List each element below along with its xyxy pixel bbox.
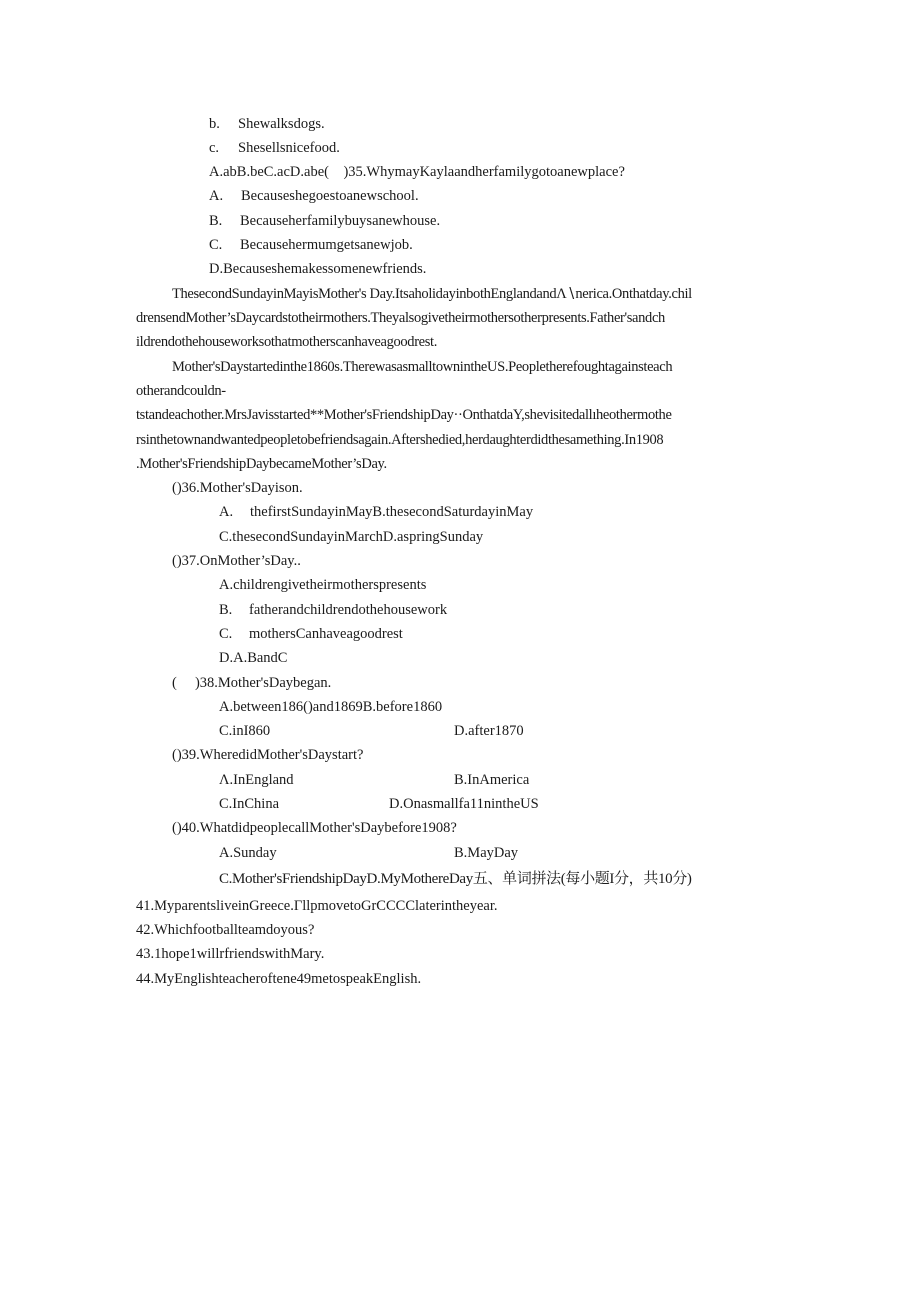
q37-option-d: D.A.BandC [219,650,288,666]
q35-option-a: A. Becauseshegoestoanewschool. [209,188,419,204]
q40-options-cd-section-heading: C.Mother'sFriendshipDayD.MyMothereDay五、单词拼法(每小题I分，共10分) [219,871,692,887]
spelling-q41: 41.MyparentsliveinGreece.ΓllpmovetoGrCCCClaterintheyear. [136,898,498,914]
q36-stem: ()36.Mother'sDayison. [172,480,303,496]
spelling-q42: 42.Whichfootballteamdoyous? [136,922,315,938]
q39-option-a: Λ.InEngland [219,772,294,788]
q36-options-ab: A. thefirstSundayinMayB.thesecondSaturdayinMay [219,504,534,520]
q40-stem: ()40.WhatdidpeoplecallMother'sDaybefore1908? [172,820,457,836]
q37-stem: ()37.OnMother’sDay.. [172,553,301,569]
q34-option-c: c. Shesellsnicefood. [209,140,340,156]
q39-option-d: D.Onasmallfa11nintheUS [389,796,539,812]
q35-option-c: C. Becausehermumgetsanewjob. [209,237,413,253]
passage-p2-line3: tstandeachother.MrsJavisstarted**Mother'sFriendshipDay··OnthatdaY,shevisitedallıheothermothe [136,407,672,423]
passage-p2-line5: .Mother'sFriendshipDaybecameMother’sDay. [136,456,387,472]
spelling-q43: 43.1hope1willrfriendswithMary. [136,946,325,962]
q40-option-a: A.Sunday [219,845,277,861]
q34-option-b: b. Shewalksdogs. [209,116,325,132]
q39-option-c: C.InChina [219,796,280,812]
q40-option-b: B.MayDay [454,845,519,861]
q38-stem: ( )38.Mother'sDaybegan. [172,675,332,691]
q37-option-b: B. fatherandchildrendothehousework [219,602,448,618]
q37-option-a: A.childrengivetheirmotherspresents [219,577,427,593]
q36-options-cd: C.thesecondSundayinMarchD.aspringSunday [219,529,484,545]
q35-option-b: B. Becauseherfamilybuysanewhouse. [209,213,441,229]
spelling-q44: 44.MyEnglishteacheroftene49metospeakEnglish. [136,971,422,987]
passage-p2-line1: Mother'sDaystartedinthe1860s.TherewasasmalltownintheUS.Peopletherefoughtagainsteach [172,359,673,375]
passage-p1-line1: ThesecondSundayinMayisMother's Day.ItsaholidayinbothEnglandandΛ∖nerica.Onthatday.chil [172,286,692,302]
passage-p1-line2: drensendMother’sDaycardstotheirmothers.Theyalsogivetheirmothersotherpresents.Father'sandch [136,310,665,326]
q35-option-d: D.Becauseshemakessomenewfriends. [209,261,427,277]
q38-options-ab: A.between186()and1869B.before1860 [219,699,443,715]
q34-answers-q35-stem: A.abB.beC.acD.abe( )35.WhymayKaylaandherfamilygotoanewplace? [209,164,625,180]
q39-option-b: B.InAmerica [454,772,530,788]
q38-option-d: D.after1870 [454,723,524,739]
passage-p2-line2: otherandcouldn- [136,383,226,399]
q38-option-c: C.inI860 [219,723,271,739]
passage-p2-line4: rsinthetownandwantedpeopletobefriendsagain.Aftershedied,herdaughterdidthesamething.In1908 [136,432,664,448]
q37-option-c: C. mothersCanhaveagoodrest [219,626,403,642]
q39-stem: ()39.WheredidMother'sDaystart? [172,747,364,763]
passage-p1-line3: ildrendothehouseworksothatmotherscanhaveagoodrest. [136,334,438,350]
